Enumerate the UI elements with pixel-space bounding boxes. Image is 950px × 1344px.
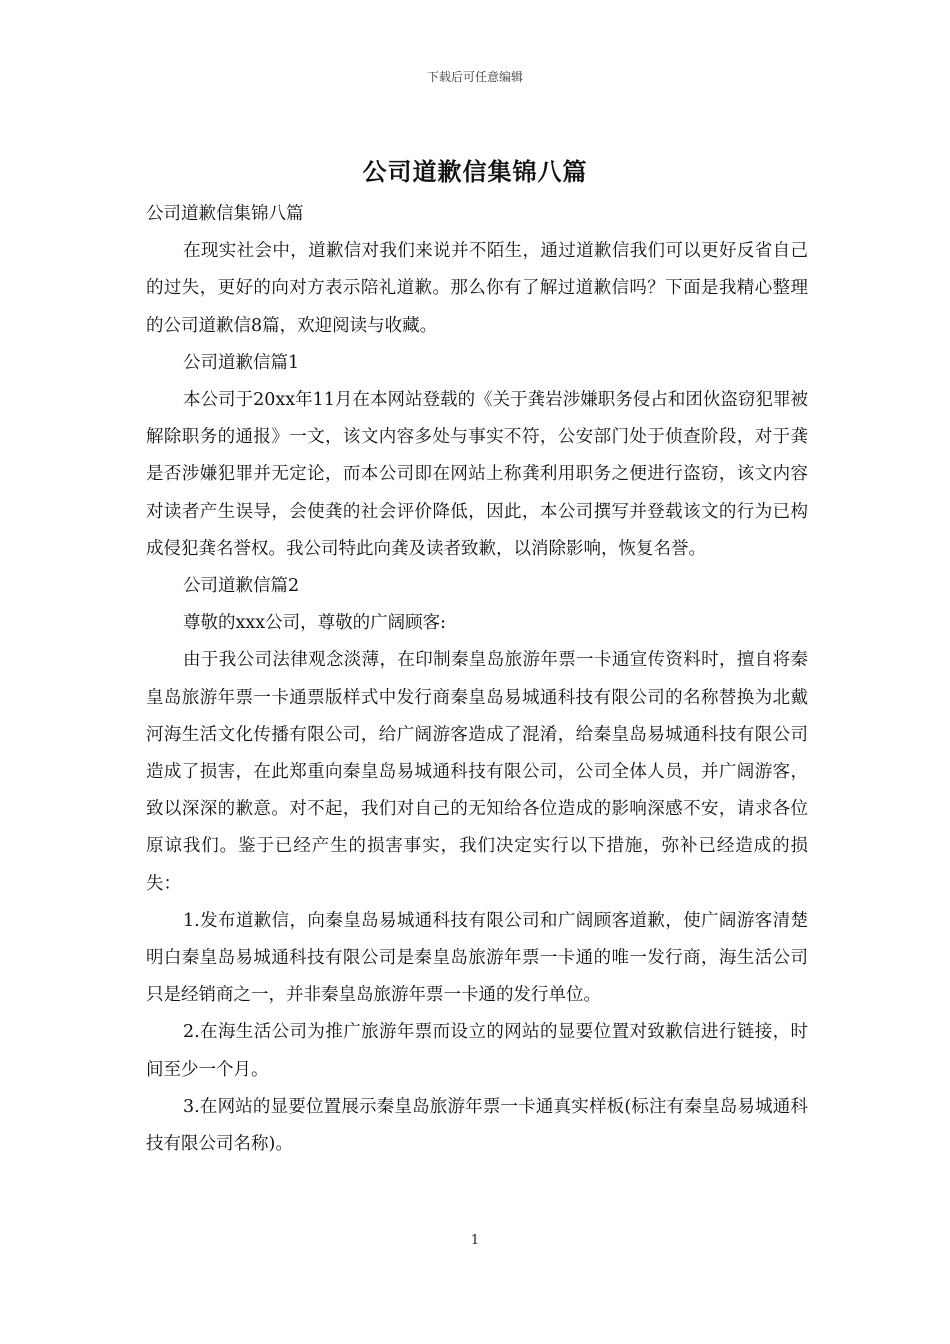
letter-1-paragraph: 本公司于20xx年11月在本网站登载的《关于龚岩涉嫌职务侵占和团伙盗窃犯罪被解除职务的通报》一文，该文内容多处与事实不符，公安部门处于侦查阶段，对于龚是否涉嫌犯罪并无定论，而本公司即在网站上称龚利用职务之便进行盗窃，该文内容对读者产生误导，会使龚的社会评价降低，因此，本公司撰写并登载该文的行为已构成侵犯龚名誉权。我公司特此向龚及读者致歉，以消除影响，恢复名誉。 [146, 390, 808, 559]
document-body [146, 196, 808, 1163]
page-number: 1 [470, 1233, 480, 1248]
document-title: 公司道歉信集锦八篇 [362, 157, 588, 186]
letter-2-salutation: 尊敬的xxx公司，尊敬的广阔顾客: [183, 613, 447, 634]
section-heading-1: 公司道歉信篇1 [183, 352, 300, 373]
letter-2-paragraph: 由于我公司法律观念淡薄，在印制秦皇岛旅游年票一卡通宣传资料时，擅自将秦皇岛旅游年票一卡通票版样式中发行商秦皇岛易城通科技有限公司的名称替换为北戴河海生活文化传播有限公司，给广阔游客造成了混淆，给秦皇岛易城通科技有限公司造成了损害，在此郑重向秦皇岛易城通科技有限公司，公司全体人员，并广阔游客，致以深深的歉意。对不起，我们对自己的无知给各位造成的影响深感不安，请求各位原谅我们。鉴于已经产生的损害事实，我们决定实行以下措施，弥补已经造成的损失： [146, 650, 808, 894]
measure-item-3: 3.在网站的显要位置展示秦皇岛旅游年票一卡通真实样板(标注有秦皇岛易城通科技有限公司名称)。 [146, 1096, 808, 1155]
header-note: 下载后可任意编辑 [426, 70, 523, 84]
measure-item-2: 2.在海生活公司为推广旅游年票而设立的网站的显要位置对致歉信进行链接，时间至少一个月。 [146, 1022, 808, 1080]
subtitle-line: 公司道歉信集锦八篇 [146, 204, 304, 224]
section-heading-2: 公司道歉信篇2 [183, 576, 300, 597]
intro-paragraph: 在现实社会中，道歉信对我们来说并不陌生，通过道歉信我们可以更好反省自己的过失，更好的向对方表示陪礼道歉。那么你有了解过道歉信吗？下面是我精心整理的公司道歉信8篇，欢迎阅读与收藏。 [146, 241, 808, 336]
measure-item-1: 1.发布道歉信，向秦皇岛易城通科技有限公司和广阔顾客道歉，使广阔游客清楚明白秦皇岛易城通科技有限公司是秦皇岛旅游年票一卡通的唯一发行商，海生活公司只是经销商之一，并非秦皇岛旅游年票一卡通的发行单位。 [146, 910, 808, 1006]
